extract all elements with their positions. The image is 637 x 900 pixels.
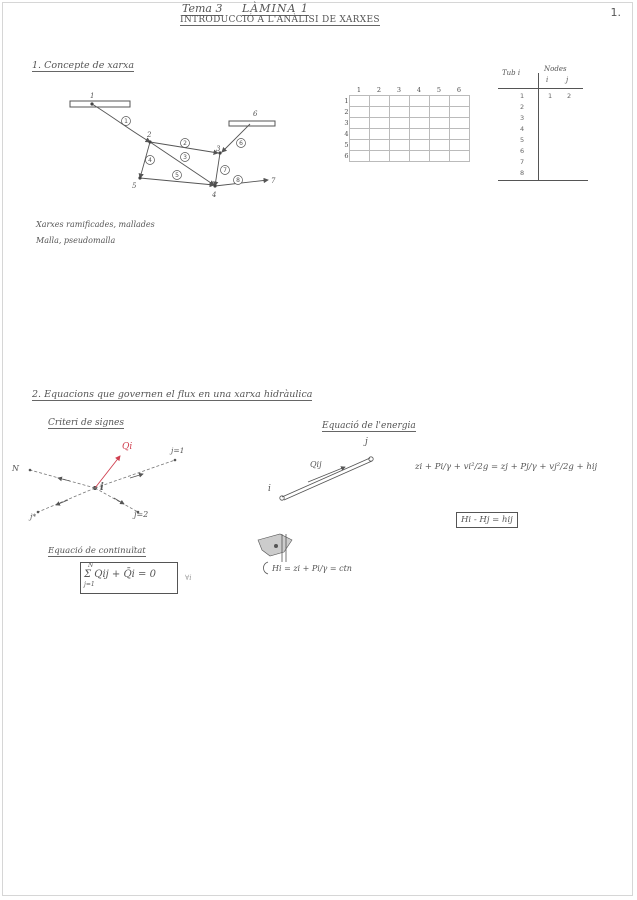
label-qi: Qi <box>122 442 133 452</box>
svg-text:5: 5 <box>132 182 137 190</box>
page-number: 1. <box>610 6 621 19</box>
svg-text:4: 4 <box>148 157 152 164</box>
table-sub-2: 2 <box>567 92 572 100</box>
svg-text:1: 1 <box>90 92 95 100</box>
connectivity-matrix: 1 2 3 4 5 6 1 2 3 4 5 6 <box>330 85 470 162</box>
svg-text:7: 7 <box>223 167 227 174</box>
pipe-label-qij: Qij <box>310 460 322 469</box>
section2-heading: 2. Equacions que governen el flux en una xarxa hidràulica <box>32 389 313 400</box>
svg-text:7: 7 <box>271 177 276 185</box>
svg-text:4: 4 <box>212 191 217 199</box>
label-N: N <box>12 464 19 473</box>
sign-criterion-heading: Criteri de signes <box>48 418 124 428</box>
piezometric-head-equation: Hi = zi + Pi/γ = ctn <box>272 564 352 573</box>
label-j-star: j* <box>30 512 37 521</box>
table-sub-1: 1 <box>548 92 553 100</box>
table-nodes-label: Nodes <box>544 65 567 73</box>
continuity-for-all: ∀i <box>185 574 192 582</box>
energy-equation-box: Hi - Hj = hij <box>456 512 518 528</box>
table-col-j: j <box>566 76 569 84</box>
svg-text:3: 3 <box>183 154 187 161</box>
pipe-label-j: j <box>365 437 368 447</box>
section1-heading: 1. Concepte de xarxa <box>32 60 134 71</box>
pipe-label-i: i <box>268 484 271 494</box>
sum-bottom: j=1 <box>84 581 95 588</box>
svg-text:5: 5 <box>175 172 179 179</box>
label-j2: j=2 <box>134 510 149 519</box>
svg-text:2: 2 <box>183 140 187 147</box>
continuity-heading: Equació de continuïtat <box>48 546 146 556</box>
energy-heading: Equació de l'energia <box>322 421 416 431</box>
label-j1: j=1 <box>171 446 185 455</box>
sum-top: N <box>88 562 94 569</box>
header-lamina: LÀMINA 1 <box>242 2 309 15</box>
energy-equation: zi + Pi/γ + vi²/2g = zj + Pj/γ + vj²/2g + hij <box>415 462 598 472</box>
svg-text:3: 3 <box>216 145 221 153</box>
note-network-types: Xarxes ramificades, mallades <box>36 220 155 229</box>
continuity-equation: Σ Qij + Q̄i = 0 <box>84 569 156 580</box>
svg-text:1: 1 <box>124 118 128 125</box>
svg-text:8: 8 <box>236 177 240 184</box>
note-loops: Malla, pseudomalla <box>36 236 116 245</box>
pipe-node-table: Tub i Nodes i j 1 2 1 2 3 4 5 6 7 8 <box>498 65 593 183</box>
header-title: INTRODUCCIÓ A L'ANÀLISI DE XARXES <box>180 15 380 25</box>
table-title: Tub i <box>502 69 521 77</box>
svg-text:2: 2 <box>147 131 152 139</box>
svg-text:6: 6 <box>239 140 243 147</box>
svg-text:6: 6 <box>253 110 258 118</box>
table-col-i: i <box>546 76 549 84</box>
label-i: i <box>100 482 104 493</box>
header-tema: Tema 3 <box>182 2 223 15</box>
